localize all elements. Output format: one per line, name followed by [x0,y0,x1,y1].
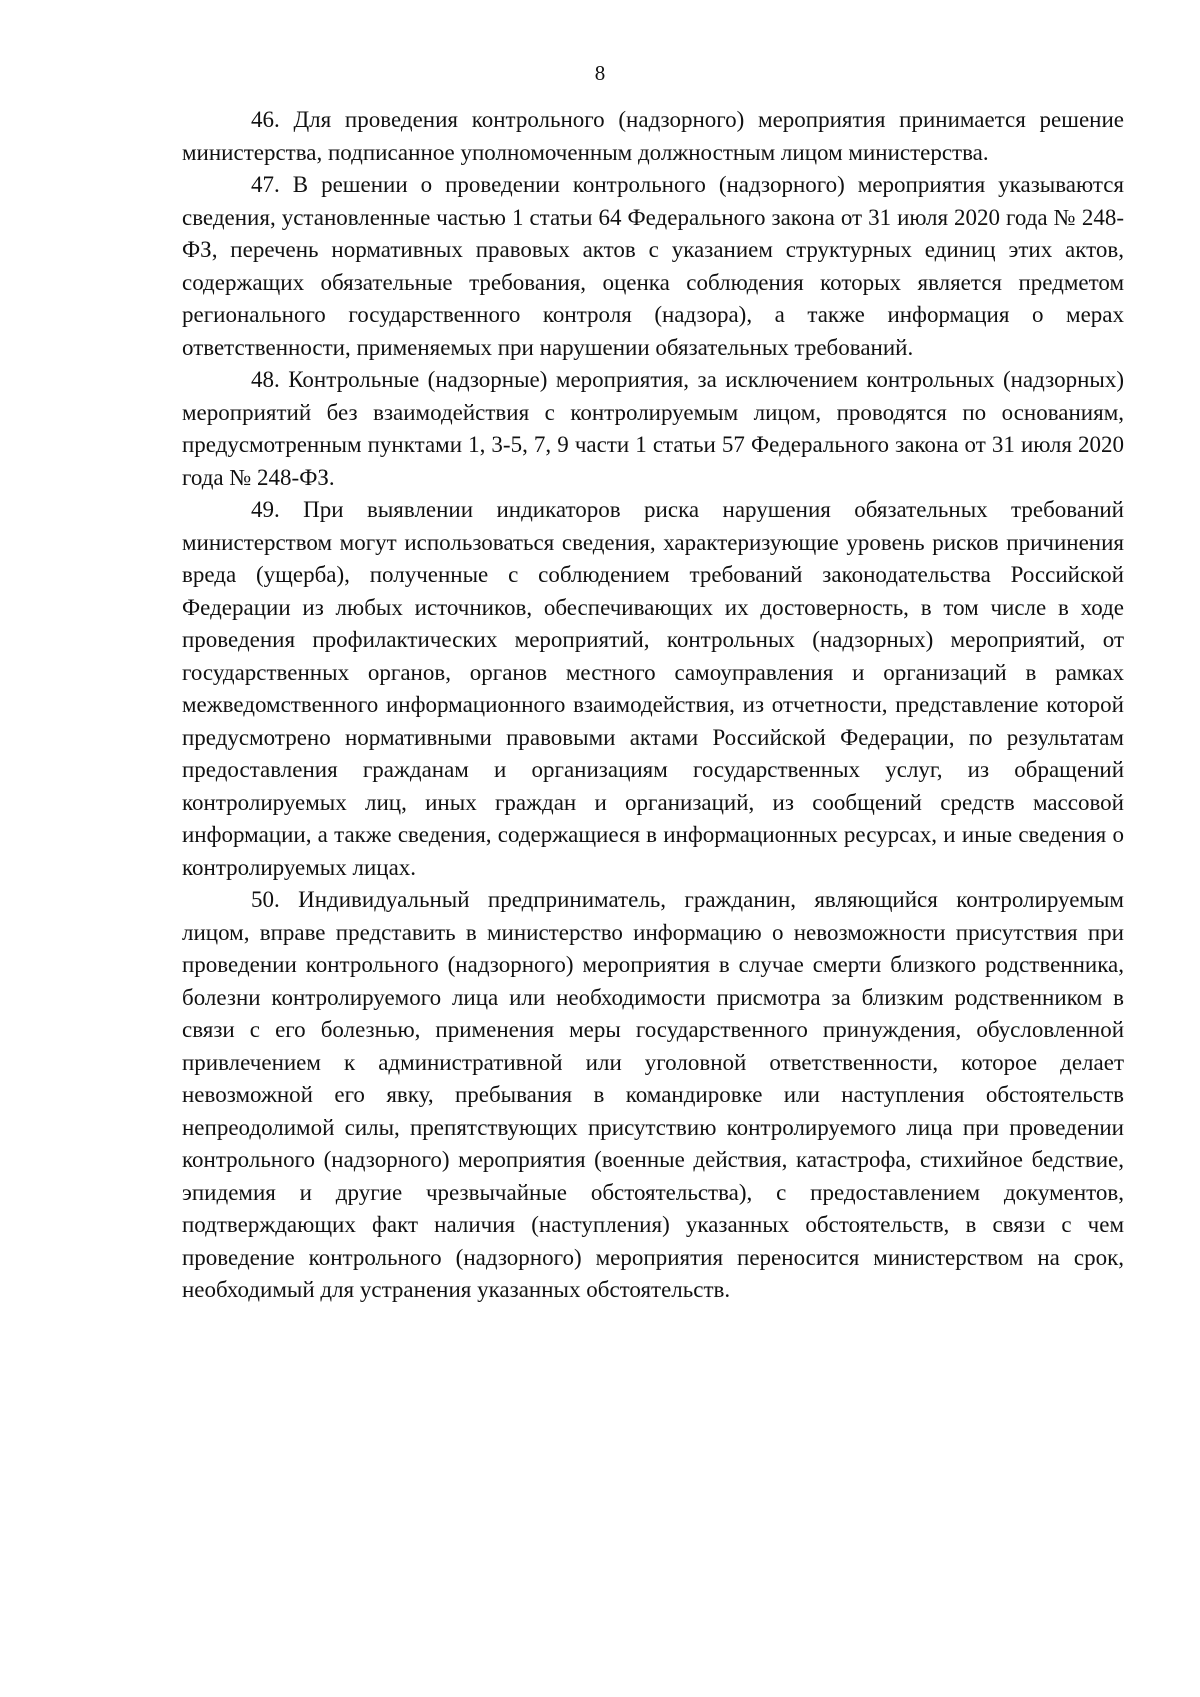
document-body [182,104,1124,1307]
paragraph-49: 49. При выявлении индикаторов риска нарушения обязательных требований министерством могут использоваться сведения, характеризующие уровень рисков причинения вреда (ущерба), полученные с соблюдением требований законодательства Российской Федерации из любых источников, обеспечивающих их достоверность, в том числе в ходе проведения профилактических мероприятий, контрольных (надзорных) мероприятий, от государственных органов, органов местного самоуправления и организаций в рамках межведомственного информационного взаимодействия, из отчетности, представление которой предусмотрено нормативными правовыми актами Российской Федерации, по результатам предоставления гражданам и организациям государственных услуг, из обращений контролируемых лиц, иных граждан и организаций, из сообщений средств массовой информации, а также сведения, содержащиеся в информационных ресурсах, и иные сведения о контролируемых лицах. [182,497,1124,880]
paragraph-48: 48. Контрольные (надзорные) мероприятия, за исключением контрольных (надзорных) мероприятий без взаимодействия с контролируемым лицом, проводятся по основаниям, предусмотренным пунктами 1, 3-5, 7, 9 части 1 статьи 57 Федерального закона от 31 июля 2020 года № 248-ФЗ. [182,367,1124,490]
paragraph-46: 46. Для проведения контрольного (надзорного) мероприятия принимается решение министерства, подписанное уполномоченным должностным лицом министерства. [182,107,1124,165]
paragraph-50: 50. Индивидуальный предприниматель, гражданин, являющийся контролируемым лицом, вправе представить в министерство информацию о невозможности присутствия при проведении контрольного (надзорного) мероприятия в случае смерти близкого родственника, болезни контролируемого лица или необходимости присмотра за близким родственником в связи с его болезнью, применения меры государственного принуждения, обусловленной привлечением к административной или уголовной ответственности, которое делает невозможной его явку, пребывания в командировке или наступления обстоятельств непреодолимой силы, препятствующих присутствию контролируемого лица при проведении контрольного (надзорного) мероприятия (военные действия, катастрофа, стихийное бедствие, эпидемия и другие чрезвычайные обстоятельства), с предоставлением документов, подтверждающих факт наличия (наступления) указанных обстоятельств, в связи с чем проведение контрольного (надзорного) мероприятия переносится министерством на срок, необходимый для устранения указанных обстоятельств. [182,887,1124,1302]
page-number: 8 [594,61,606,85]
paragraph-47: 47. В решении о проведении контрольного (надзорного) мероприятия указываются сведения, установленные частью 1 статьи 64 Федерального закона от 31 июля 2020 года № 248-ФЗ, перечень нормативных правовых актов с указанием структурных единиц этих актов, содержащих обязательные требования, оценка соблюдения которых является предметом регионального государственного контроля (надзора), а также информация о мерах ответственности, применяемых при нарушении обязательных требований. [182,172,1124,360]
